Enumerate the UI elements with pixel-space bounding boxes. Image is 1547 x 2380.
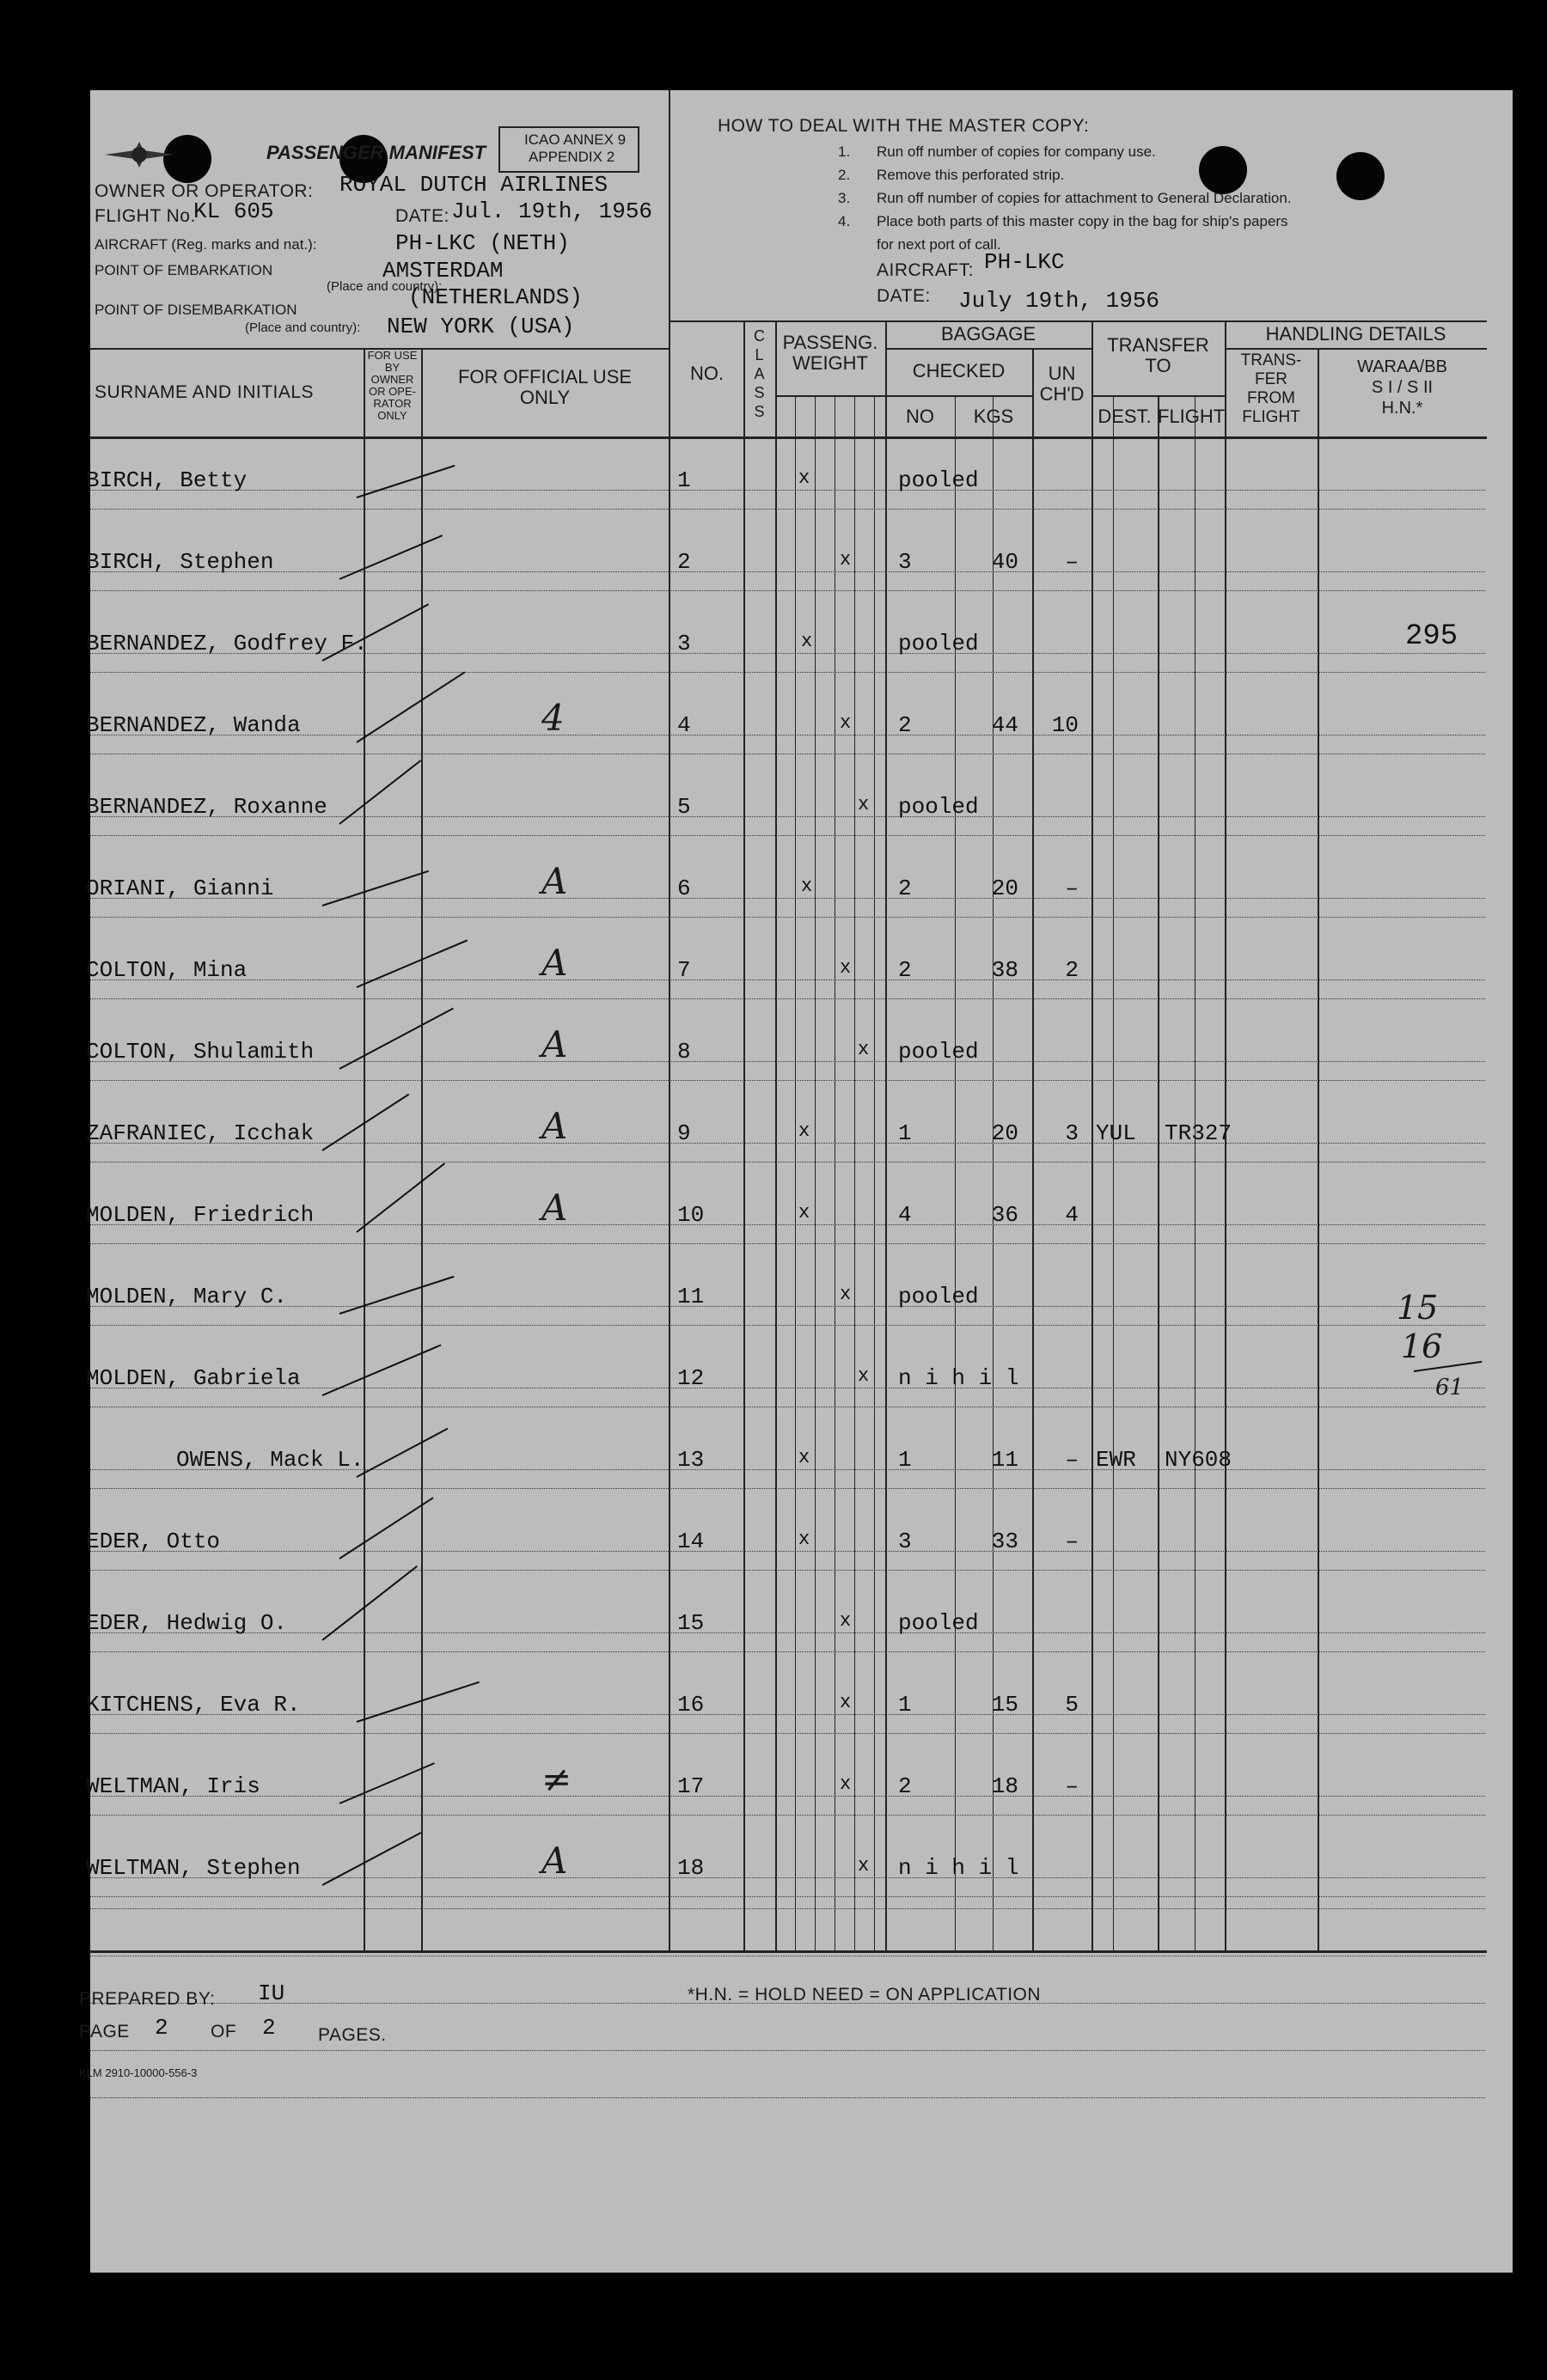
row-rule	[90, 1488, 1485, 1489]
baggage-kgs: 20	[991, 876, 1018, 901]
embark-sub: (Place and country):	[327, 279, 443, 294]
form-code: KLM 2910-10000-556-3	[79, 2066, 198, 2079]
instruction-text: Place both parts of this master copy in the bag for ship's papers	[877, 213, 1288, 229]
baggage-count: 3	[898, 549, 912, 575]
transfer-dest: EWR	[1096, 1447, 1136, 1473]
baggage-count: 1	[898, 1120, 912, 1146]
instruction-number: 3.	[838, 190, 851, 206]
passenger-name: MOLDEN, Gabriela	[86, 1365, 301, 1391]
baggage-count: pooled	[898, 1039, 979, 1065]
margin-note: 61	[1435, 1375, 1464, 1401]
official-mark: ≠	[541, 1758, 572, 1800]
col-official-use: FOR OFFICIAL USE ONLY	[457, 366, 633, 408]
passenger-name: WELTMAN, Iris	[86, 1773, 260, 1799]
col-transfer-from: TRANS- FER FROM FLIGHT	[1240, 351, 1302, 426]
col-handling: HANDLING DETAILS	[1265, 323, 1446, 345]
instruction-number: 2.	[838, 167, 851, 183]
of-label: OF	[211, 2022, 237, 2041]
passenger-name: KITCHENS, Eva R.	[86, 1692, 301, 1718]
row-rule	[90, 490, 1485, 491]
col-flight: FLIGHT	[1158, 406, 1226, 427]
margin-note: 16	[1401, 1327, 1443, 1365]
of-value: 2	[262, 2015, 276, 2041]
footer-line	[90, 1950, 1487, 1953]
baggage-count: n i h i l	[898, 1365, 1019, 1391]
row-rule	[90, 2050, 1485, 2051]
passenger-number: 9	[677, 1120, 691, 1146]
baggage-sub-line	[885, 348, 1091, 350]
passenger-number: 5	[677, 794, 691, 820]
baggage-count: 1	[898, 1447, 912, 1473]
checked-sub-line	[885, 395, 1032, 397]
baggage-count: 3	[898, 1529, 912, 1554]
weight-mark: x	[840, 549, 852, 571]
weight-mark: x	[840, 1610, 852, 1632]
prepared-label: PREPARED BY:	[79, 1989, 216, 2009]
page-label: PAGE	[79, 2022, 130, 2041]
passenger-number: 4	[677, 712, 691, 738]
passenger-number: 18	[677, 1855, 705, 1881]
col-waraa: WARAA/BB S I / S II H.N.*	[1357, 357, 1447, 418]
passenger-number: 13	[677, 1447, 705, 1473]
weight-mark: x	[798, 1202, 810, 1224]
passenger-name: EDER, Hedwig O.	[86, 1610, 288, 1636]
baggage-count: 1	[898, 1692, 912, 1718]
disembark-sub: (Place and country):	[245, 320, 361, 335]
baggage-count: 2	[898, 1773, 912, 1799]
embark-label: POINT OF EMBARKATION	[95, 262, 273, 278]
passenger-number: 17	[677, 1773, 705, 1799]
prepared-value: IU	[258, 1980, 285, 2006]
transfer-flight: NY608	[1165, 1447, 1232, 1473]
row-rule	[90, 1733, 1485, 1734]
weight-mark: x	[840, 957, 852, 979]
klm-crown-logo	[101, 133, 178, 176]
passenger-number: 15	[677, 1610, 705, 1636]
icao-appendix: APPENDIX 2	[529, 149, 615, 165]
passenger-name: MOLDEN, Mary C.	[86, 1284, 288, 1309]
baggage-kgs: 44	[991, 712, 1018, 738]
official-mark: 4	[541, 697, 565, 739]
passenger-name: COLTON, Shulamith	[86, 1039, 315, 1065]
passenger-name: BERNANDEZ, Godfrey F.	[86, 631, 368, 656]
form-title: PASSENGER MANIFEST	[266, 142, 486, 163]
official-mark: A	[541, 1023, 568, 1065]
row-rule	[90, 1325, 1485, 1326]
col-baggage: BAGGAGE	[940, 323, 1036, 345]
transfer-sub-line	[1091, 395, 1225, 397]
instruction-number: 4.	[838, 213, 851, 229]
baggage-count: pooled	[898, 467, 979, 493]
weight-mark: x	[798, 1529, 810, 1550]
row-rule	[90, 917, 1485, 918]
baggage-count: pooled	[898, 1610, 979, 1636]
transfer-dest: YUL	[1096, 1120, 1136, 1146]
passenger-number: 1	[677, 467, 691, 493]
instructions-title: HOW TO DEAL WITH THE MASTER COPY:	[718, 116, 1090, 136]
manifest-sheet	[79, 90, 1513, 2273]
weight-mark: x	[798, 1120, 810, 1142]
row-rule	[90, 1908, 1485, 1909]
col-owner-use: FOR USE BY OWNER OR OPE- RATOR ONLY	[367, 349, 418, 422]
weight-mark: x	[798, 467, 810, 489]
transfer-flight: TR327	[1165, 1120, 1232, 1146]
unchecked-bags: –	[1065, 549, 1079, 575]
row-rule	[90, 1243, 1485, 1244]
unchecked-bags: –	[1065, 1529, 1079, 1554]
unchecked-bags: –	[1065, 1447, 1079, 1473]
row-rule	[90, 2097, 1485, 2098]
passenger-number: 12	[677, 1365, 705, 1391]
baggage-count: 2	[898, 712, 912, 738]
instruction-text: Remove this perforated strip.	[877, 167, 1065, 183]
col-unchd: UN CH'D	[1039, 363, 1085, 405]
weight-mark: x	[798, 1447, 810, 1468]
official-mark: A	[541, 1187, 568, 1229]
weight-mark: x	[840, 1284, 852, 1305]
baggage-count: 2	[898, 876, 912, 901]
owner-value: ROYAL DUTCH AIRLINES	[339, 172, 608, 198]
passenger-name: ZAFRANIEC, Icchak	[86, 1120, 315, 1146]
table-top-line-right	[670, 320, 1487, 322]
passenger-name: WELTMAN, Stephen	[86, 1855, 301, 1881]
row-rule	[90, 1896, 1485, 1897]
weight-mark: x	[858, 1855, 870, 1877]
weight-mark: x	[858, 794, 870, 815]
handling-sub-line	[1225, 348, 1487, 350]
col-class: C L A S S	[754, 327, 765, 420]
row-rule	[90, 979, 1485, 980]
hn-note: *H.N. = HOLD NEED = ON APPLICATION	[688, 1985, 1042, 2005]
unchecked-bags: 4	[1065, 1202, 1079, 1228]
row-rule	[90, 1080, 1485, 1081]
passenger-name: ORIANI, Gianni	[86, 876, 274, 901]
weight-mark: x	[801, 876, 813, 897]
passenger-number: 8	[677, 1039, 691, 1065]
row-rule	[90, 1570, 1485, 1571]
owner-label: OWNER OR OPERATOR:	[95, 181, 314, 201]
row-rule	[90, 1306, 1485, 1307]
passenger-name: BIRCH, Stephen	[86, 549, 274, 575]
baggage-kgs: 18	[991, 1773, 1018, 1799]
pages-label: PAGES.	[318, 2025, 387, 2045]
unchecked-bags: 5	[1065, 1692, 1079, 1718]
passenger-name: COLTON, Mina	[86, 957, 248, 983]
passenger-number: 16	[677, 1692, 705, 1718]
aircraft-value: PH-LKC (NETH)	[395, 230, 570, 256]
date-value: Jul. 19th, 1956	[451, 198, 653, 224]
baggage-kgs: 36	[991, 1202, 1018, 1228]
baggage-kgs: 40	[991, 549, 1018, 575]
passeng-sub-line	[775, 395, 885, 397]
date-label: DATE:	[395, 206, 449, 226]
page-value: 2	[155, 2015, 168, 2041]
passenger-name: MOLDEN, Friedrich	[86, 1202, 315, 1228]
weight-mark: x	[840, 712, 852, 734]
baggage-count: pooled	[898, 794, 979, 820]
col-passeng-weight: PASSENG. WEIGHT	[782, 332, 878, 374]
instr-date-label: DATE:	[877, 286, 931, 306]
disembark-value: NEW YORK (USA)	[387, 314, 575, 339]
passenger-number: 14	[677, 1529, 705, 1554]
col-transfer: TRANSFER TO	[1107, 334, 1209, 376]
passenger-name: BERNANDEZ, Roxanne	[86, 794, 327, 820]
passenger-name: BERNANDEZ, Wanda	[86, 712, 301, 738]
col-surname: SURNAME AND INITIALS	[95, 382, 315, 402]
instruction-text: Run off number of copies for company use.	[877, 143, 1156, 160]
col-checked: CHECKED	[912, 360, 1006, 381]
official-mark: A	[541, 1840, 568, 1882]
row-rule	[90, 1651, 1485, 1652]
weight-mark: x	[840, 1692, 852, 1713]
disembark-label: POINT OF DISEMBARKATION	[95, 302, 297, 318]
row-rule	[90, 590, 1485, 591]
official-mark: A	[541, 942, 568, 984]
flight-value: KL 605	[193, 198, 274, 224]
aircraft-label: AIRCRAFT (Reg. marks and nat.):	[95, 236, 317, 253]
instruction-text: Run off number of copies for attachment to General Declaration.	[877, 190, 1292, 206]
col-bag-kgs: KGS	[973, 406, 1014, 427]
instr-aircraft-value: PH-LKC	[984, 249, 1065, 275]
baggage-kgs: 20	[991, 1120, 1018, 1146]
official-mark: A	[541, 860, 568, 902]
margin-note: 15	[1397, 1289, 1439, 1327]
passenger-number: 2	[677, 549, 691, 575]
baggage-count: 4	[898, 1202, 912, 1228]
baggage-kgs: 11	[991, 1447, 1018, 1473]
instr-date-value: July 19th, 1956	[958, 288, 1160, 314]
baggage-count: 2	[898, 957, 912, 983]
row-rule	[90, 672, 1485, 673]
unchecked-bags: –	[1065, 876, 1079, 901]
row-rule	[90, 1632, 1485, 1633]
weight-mark: x	[858, 1039, 870, 1060]
weight-mark: x	[801, 631, 813, 652]
instruction-text: for next port of call.	[877, 236, 1001, 253]
row-rule	[90, 571, 1485, 572]
row-rule	[90, 835, 1485, 836]
handling-detail: 295	[1405, 620, 1458, 653]
baggage-kgs: 38	[991, 957, 1018, 983]
baggage-kgs: 15	[991, 1692, 1018, 1718]
baggage-kgs: 33	[991, 1529, 1018, 1554]
row-rule	[90, 1815, 1485, 1816]
weight-mark: x	[858, 1365, 870, 1387]
unchecked-bags: 2	[1065, 957, 1079, 983]
passenger-number: 10	[677, 1202, 705, 1228]
weight-mark: x	[840, 1773, 852, 1795]
passenger-name: OWENS, Mack L.	[176, 1447, 364, 1473]
row-rule	[90, 998, 1485, 999]
passenger-number: 7	[677, 957, 691, 983]
row-rule	[90, 1551, 1485, 1552]
col-bag-no: NO	[906, 406, 934, 427]
row-rule	[90, 509, 1485, 510]
row-rule	[90, 1796, 1485, 1797]
baggage-count: pooled	[898, 1284, 979, 1309]
flight-label: FLIGHT No.	[95, 206, 196, 226]
embark-country: (NETHERLANDS)	[408, 284, 583, 310]
passenger-name: EDER, Otto	[86, 1529, 221, 1554]
row-rule	[90, 1162, 1485, 1163]
unchecked-bags: –	[1065, 1773, 1079, 1799]
row-rule	[90, 898, 1485, 899]
baggage-count: pooled	[898, 631, 979, 656]
instruction-number: 1.	[838, 143, 851, 160]
passenger-name: BIRCH, Betty	[86, 467, 248, 493]
passenger-number: 6	[677, 876, 691, 901]
col-dest: DEST.	[1098, 406, 1152, 427]
official-mark: A	[541, 1105, 568, 1147]
baggage-count: n i h i l	[898, 1855, 1019, 1881]
icao-annex: ICAO ANNEX 9	[524, 131, 627, 148]
unchecked-bags: 10	[1051, 712, 1079, 738]
unchecked-bags: 3	[1065, 1120, 1079, 1146]
passenger-number: 11	[677, 1284, 705, 1309]
instr-aircraft-label: AIRCRAFT:	[877, 260, 975, 280]
embark-value: AMSTERDAM	[382, 258, 504, 284]
punch-hole	[1336, 152, 1385, 200]
punch-hole	[1199, 146, 1247, 194]
passenger-number: 3	[677, 631, 691, 656]
col-no: NO.	[689, 363, 725, 384]
